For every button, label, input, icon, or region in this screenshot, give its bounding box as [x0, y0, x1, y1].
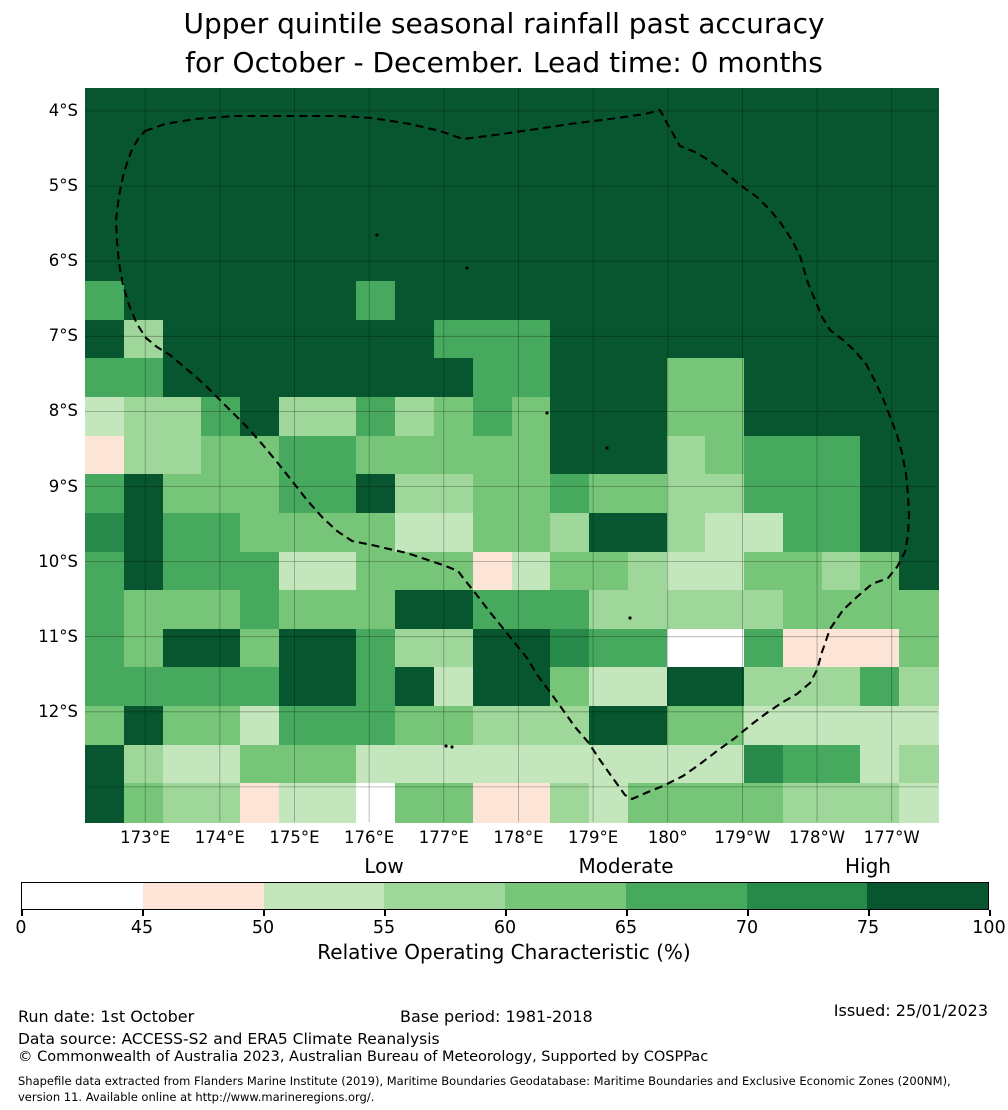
colorbar-segment: [867, 883, 988, 909]
colorbar-tick-label: 0: [15, 918, 27, 938]
colorbar-tick-label: 55: [372, 918, 396, 938]
colorbar-tick: [626, 910, 628, 916]
colorbar-tick: [142, 910, 144, 916]
islet-mark: [465, 266, 468, 269]
lon-tick-label: 180°: [647, 828, 688, 847]
colorbar-tick: [21, 910, 23, 916]
colorbar-tick: [989, 910, 991, 916]
shapefile-line2: version 11. Available online at http://www.marineregions.org/.: [18, 1090, 375, 1104]
lat-tick-label: 12°S: [38, 701, 78, 721]
colorbar-tick-label: 100: [972, 918, 1006, 938]
lat-tick-label: 6°S: [48, 251, 78, 271]
colorbar-segment: [626, 883, 747, 909]
colorbar-tick-label: 50: [251, 918, 275, 938]
lon-tick-label: 178°E: [493, 828, 544, 847]
colorbar-tick-label: 70: [735, 918, 759, 938]
chart-title-line1: Upper quintile seasonal rainfall past accuracy: [183, 7, 825, 40]
colorbar-segment: [747, 883, 868, 909]
lon-tick-label: 177°W: [863, 828, 920, 847]
islet-mark: [605, 446, 608, 449]
colorbar-tick: [505, 910, 507, 916]
lat-tick-label: 7°S: [48, 326, 78, 346]
islet-mark: [444, 744, 447, 747]
copyright-text: © Commonwealth of Australia 2023, Australian Bureau of Meteorology, Supported by COSPPac: [18, 1049, 709, 1065]
lat-tick-label: 11°S: [38, 626, 78, 646]
islet-mark: [375, 233, 378, 236]
colorbar-gradient: [21, 882, 989, 910]
colorbar-segment: [384, 883, 505, 909]
lon-tick-label: 175°E: [269, 828, 320, 847]
lat-tick-label: 4°S: [48, 101, 78, 120]
islet-mark: [450, 745, 453, 748]
lon-tick-label: 177°E: [418, 828, 469, 847]
colorbar-tick-label: 75: [856, 918, 880, 938]
map-overlay: [85, 88, 938, 822]
colorbar-tick-label: 65: [614, 918, 638, 938]
colorbar-segment: [22, 883, 143, 909]
colorbar-tick: [868, 910, 870, 916]
chart-title-line2: for October - December. Lead time: 0 months: [185, 46, 823, 79]
heatmap-canvas: [85, 88, 938, 822]
base-period-text: Base period: 1981-2018: [400, 1007, 593, 1026]
islet-mark: [628, 616, 631, 619]
lon-tick-label: 174°E: [194, 828, 245, 847]
colorbar-segment: [143, 883, 264, 909]
shapefile-line1: Shapefile data extracted from Flanders Marine Institute (2019), Maritime Boundaries Geodatabase: Maritime Boundaries and Exclusive Economic Zones (200NM),: [18, 1074, 951, 1088]
colorbar-segment: [264, 883, 385, 909]
lon-tick-label: 178°W: [789, 828, 846, 847]
lat-tick-label: 10°S: [38, 551, 78, 571]
islet-mark: [545, 411, 548, 414]
colorbar-segment: [505, 883, 626, 909]
lat-tick-label: 8°S: [48, 401, 78, 421]
chart-title: [0, 4, 1008, 82]
lon-tick-label: 179°W: [714, 828, 771, 847]
lat-tick-label: 9°S: [48, 476, 78, 496]
colorbar-axis-label: Relative Operating Characteristic (%): [317, 940, 691, 964]
eez-boundary-outline: [116, 110, 909, 799]
colorbar-tick-label: 60: [493, 918, 517, 938]
colorbar-category-label: High: [845, 854, 891, 878]
run-date-text: Run date: 1st October: [18, 1007, 195, 1026]
data-source-text: Data source: ACCESS-S2 and ERA5 Climate Reanalysis: [18, 1030, 440, 1048]
colorbar-tick: [384, 910, 386, 916]
lat-tick-label: 5°S: [48, 176, 78, 196]
lon-tick-label: 179°E: [568, 828, 619, 847]
lon-tick-label: 173°E: [120, 828, 171, 847]
issued-date-text: Issued: 25/01/2023: [833, 1001, 988, 1020]
colorbar-tick-label: 45: [130, 918, 154, 938]
colorbar-tick: [263, 910, 265, 916]
colorbar-category-label: Low: [364, 854, 404, 878]
shapefile-attribution-text: [18, 1073, 951, 1105]
colorbar-category-label: Moderate: [578, 854, 674, 878]
lon-tick-label: 176°E: [344, 828, 395, 847]
colorbar-tick: [747, 910, 749, 916]
